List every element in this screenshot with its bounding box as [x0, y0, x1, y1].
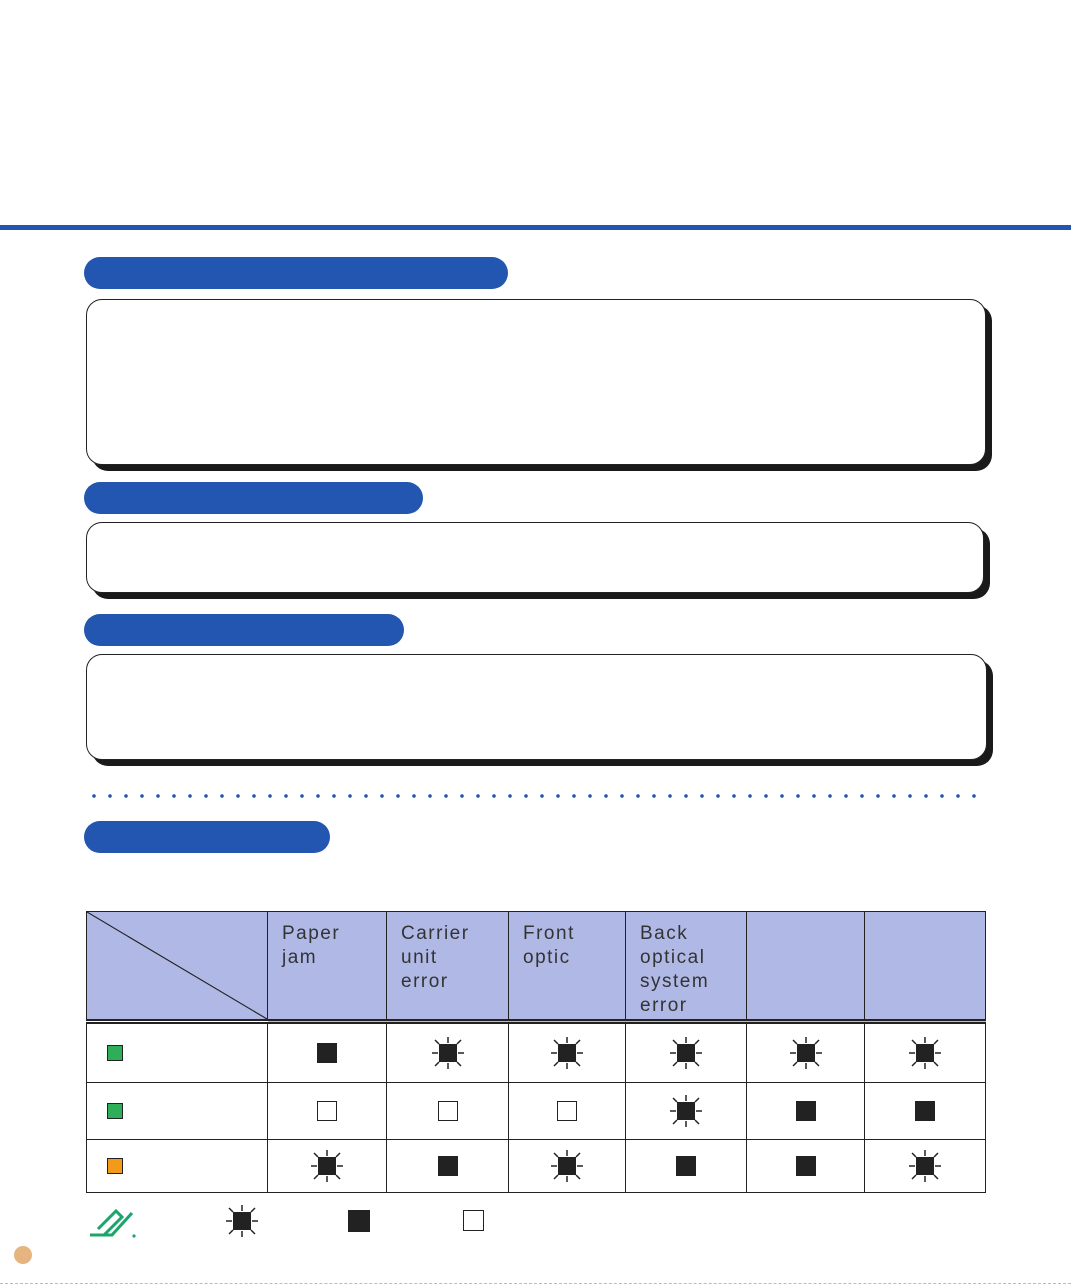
lamp-on-icon	[915, 1101, 935, 1121]
status-cell	[747, 1022, 865, 1083]
column-header	[268, 912, 387, 1022]
blinking-lamp-icon	[670, 1102, 702, 1119]
blinking-lamp-icon	[311, 1157, 343, 1174]
table-corner-cell	[87, 912, 268, 1022]
status-cell	[865, 1022, 986, 1083]
section-heading-bar-1	[84, 257, 508, 289]
bottom-rule	[0, 1283, 1071, 1284]
green-lamp-icon	[107, 1045, 123, 1061]
table-row	[87, 1083, 986, 1140]
column-header	[626, 912, 747, 1022]
legend-off-icon	[463, 1210, 484, 1231]
column-header	[509, 912, 626, 1022]
section-heading-bar-4	[84, 821, 330, 853]
lamp-off-icon	[317, 1101, 337, 1121]
blinking-lamp-icon	[432, 1044, 464, 1061]
note-pencil-icon	[86, 1205, 138, 1244]
status-cell	[509, 1083, 626, 1140]
status-cell	[865, 1083, 986, 1140]
status-cell	[747, 1140, 865, 1193]
lamp-on-icon	[317, 1043, 337, 1063]
column-header-text: Front optic	[523, 923, 575, 968]
status-cell	[865, 1140, 986, 1193]
status-cell	[747, 1083, 865, 1140]
blinking-lamp-icon	[790, 1044, 822, 1061]
content-box-1	[86, 299, 986, 465]
lamp-status-table	[86, 911, 986, 1193]
dotted-separator	[86, 793, 986, 799]
status-cell	[626, 1022, 747, 1083]
lamp-on-icon	[676, 1156, 696, 1176]
lamp-off-icon	[557, 1101, 577, 1121]
lamp-off-icon	[438, 1101, 458, 1121]
column-header	[747, 912, 865, 1022]
status-cell	[387, 1083, 509, 1140]
green-lamp-icon	[107, 1103, 123, 1119]
blinking-lamp-icon	[909, 1044, 941, 1061]
lamp-on-icon	[796, 1101, 816, 1121]
status-cell	[509, 1140, 626, 1193]
status-cell	[268, 1022, 387, 1083]
section-heading-bar-3	[84, 614, 404, 646]
orange-lamp-icon	[107, 1158, 123, 1174]
status-cell	[509, 1022, 626, 1083]
legend-blink-icon	[226, 1205, 258, 1237]
row-lamp-cell	[87, 1083, 268, 1140]
status-cell	[626, 1083, 747, 1140]
column-header	[865, 912, 986, 1022]
page-marker	[14, 1246, 32, 1264]
status-cell	[387, 1140, 509, 1193]
legend-on-icon	[348, 1210, 370, 1232]
blinking-lamp-icon	[670, 1044, 702, 1061]
blinking-lamp-icon	[551, 1157, 583, 1174]
column-header-text: Back optical system error	[640, 923, 710, 1016]
status-cell	[268, 1083, 387, 1140]
status-cell	[268, 1140, 387, 1193]
table-row	[87, 1140, 986, 1193]
section-heading-bar-2	[84, 482, 423, 514]
status-cell	[387, 1022, 509, 1083]
column-header-text: Paper jam	[282, 923, 341, 968]
table-row	[87, 1022, 986, 1083]
row-lamp-cell	[87, 1022, 268, 1083]
content-box-2	[86, 522, 984, 593]
column-header-text: Carrier unit error	[401, 923, 470, 992]
status-cell	[626, 1140, 747, 1193]
lamp-on-icon	[438, 1156, 458, 1176]
blinking-lamp-icon	[909, 1157, 941, 1174]
blinking-lamp-icon	[551, 1044, 583, 1061]
content-box-3	[86, 654, 987, 760]
lamp-on-icon	[796, 1156, 816, 1176]
header-rule	[0, 225, 1071, 230]
column-header	[387, 912, 509, 1022]
row-lamp-cell	[87, 1140, 268, 1193]
